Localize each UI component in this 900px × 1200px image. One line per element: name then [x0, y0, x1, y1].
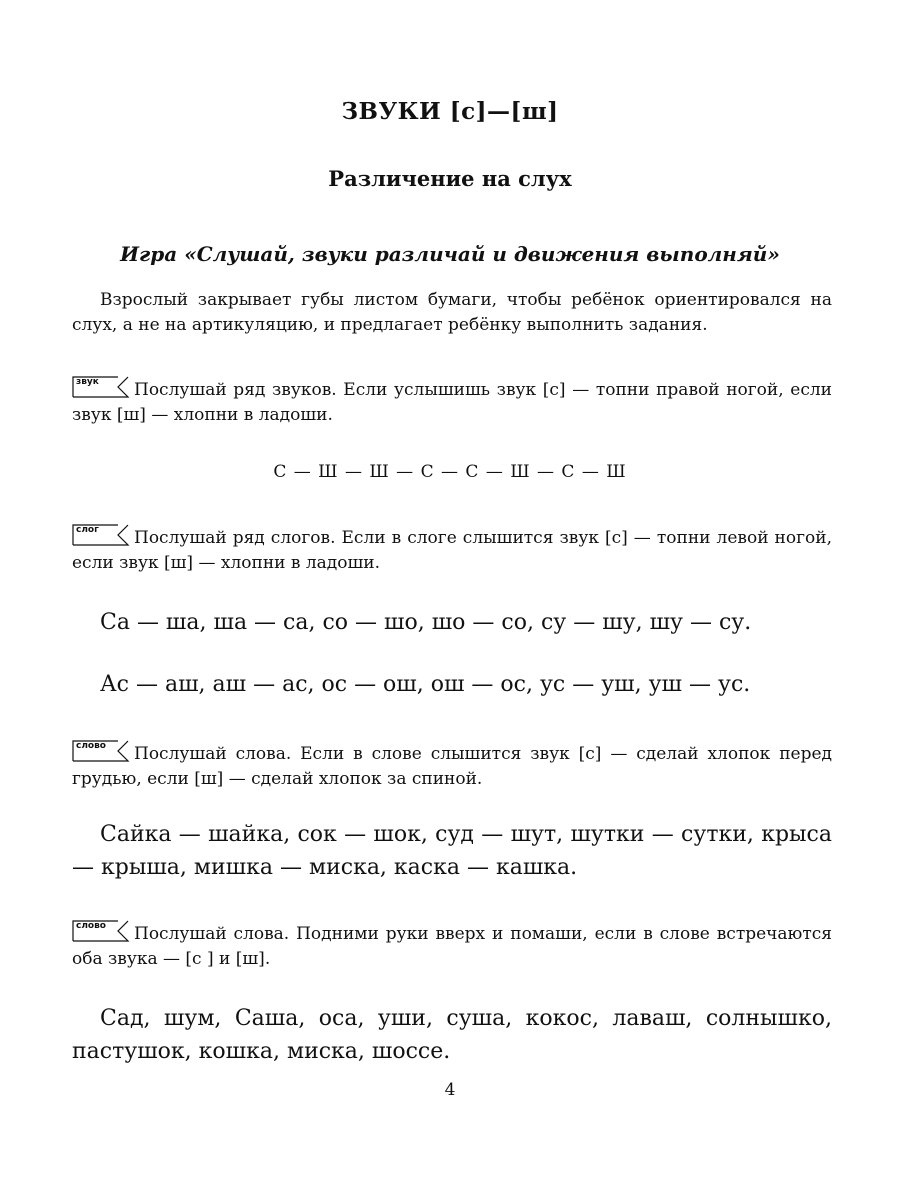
task-instruction: Послушай слова. Если в слове слышится звук [с] — сделай хлопок перед грудью, если [ш] — сделай хлопок за спиной. — [72, 744, 832, 789]
words-pairs: Сайка — шайка, сок — шок, суд — шут, шутки — сутки, крыса — крыша, мишка — миска, каска — кашка. — [72, 822, 832, 880]
word-tag-icon — [72, 920, 130, 942]
intro-paragraph: Взрослый закрывает губы листом бумаги, чтобы ребёнок ориентировался на слух, а не на артикуляцию, и предлагает ребёнку выполнить задания. — [72, 290, 832, 335]
task-sound — [72, 376, 832, 428]
task-word-2 — [72, 920, 832, 972]
syllables-line-2: Ас — аш, аш — ас, ос — ош, ош — ос, ус — уш, уш — ус. — [100, 672, 751, 697]
tag-label: слово — [76, 741, 106, 751]
tag-label: звук — [76, 377, 99, 387]
words-both: Сад, шум, Саша, оса, уши, суша, кокос, лаваш, солнышко, пастушок, кошка, миска, шоссе. — [72, 1006, 832, 1064]
syllable-tag-icon — [72, 524, 130, 546]
page-title: ЗВУКИ [с]—[ш] — [341, 98, 559, 125]
sound-tag-icon — [72, 376, 130, 398]
task-instruction: Послушай ряд звуков. Если услышишь звук [с] — топни правой ногой, если звук [ш] — хлопни в ладоши. — [72, 380, 832, 425]
task-syllable — [72, 524, 832, 576]
section-subtitle: Различение на слух — [328, 166, 572, 191]
word-tag-icon — [72, 740, 130, 762]
task-word-1 — [72, 740, 832, 792]
game-title: Игра «Слушай, звуки различай и движения выполняй» — [120, 242, 780, 266]
syllables-line-1: Са — ша, ша — са, со — шо, шо — со, су — шу, шу — су. — [100, 610, 752, 635]
tag-label: слог — [76, 525, 99, 535]
sound-sequence: С — Ш — Ш — С — С — Ш — С — Ш — [273, 462, 627, 482]
page-number: 4 — [444, 1080, 456, 1100]
tag-label: слово — [76, 921, 106, 931]
task-instruction: Послушай ряд слогов. Если в слоге слышится звук [с] — топни левой ногой, если звук [ш] — хлопни в ладоши. — [72, 528, 832, 573]
task-instruction: Послушай слова. Подними руки вверх и помаши, если в слове встречаются оба звука — [с ] и [ш]. — [72, 924, 832, 969]
